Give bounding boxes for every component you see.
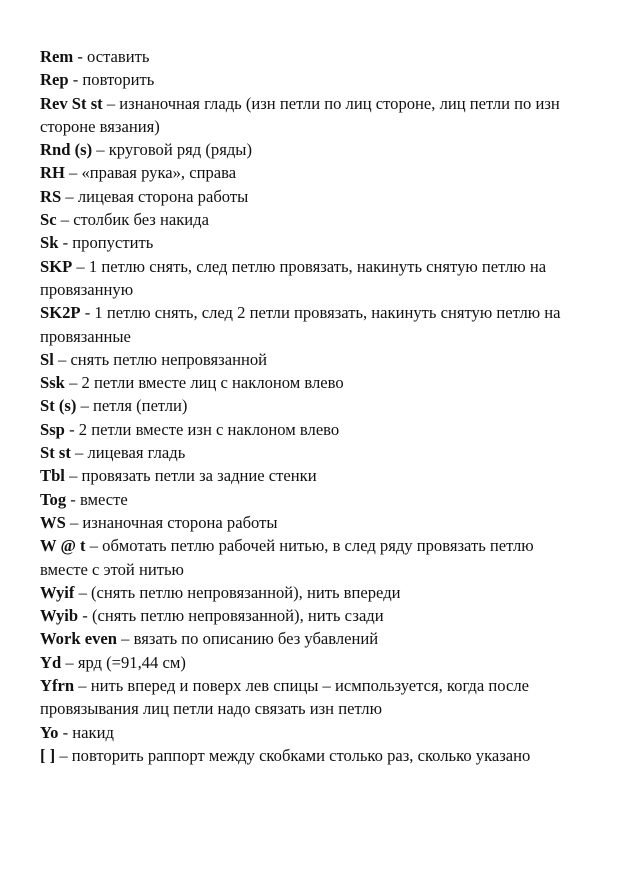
glossary-entry xyxy=(40,92,580,139)
entry-definition: изнаночная гладь (изн петли по лиц стороне, лиц петли по изн стороне вязания) xyxy=(40,93,560,136)
glossary-entry xyxy=(40,744,580,767)
glossary-entry xyxy=(40,208,580,231)
entry-definition: оставить xyxy=(87,47,150,66)
entry-term: WS xyxy=(40,512,66,532)
glossary-entry xyxy=(40,138,580,161)
entry-term: [ ] xyxy=(40,745,56,765)
entry-term: Rep xyxy=(40,70,69,90)
entry-term: Yfrn xyxy=(40,676,75,696)
entry-separator: – xyxy=(56,210,74,230)
entry-separator: – xyxy=(64,373,82,393)
glossary-entry xyxy=(40,45,580,68)
entry-separator: – xyxy=(76,396,94,416)
entry-definition: 1 петлю снять, след петлю провязать, накинуть снятую петлю на провязанную xyxy=(40,256,547,299)
entry-definition: 1 петлю снять, след 2 петли провязать, накинуть снятую петлю на провязанные xyxy=(40,303,561,346)
entry-definition: снять петлю непровязанной xyxy=(70,349,268,369)
entry-separator: – xyxy=(92,140,109,160)
glossary-entry xyxy=(40,651,580,674)
entry-separator: – xyxy=(85,536,103,556)
entry-separator: – xyxy=(65,512,83,532)
glossary-entry xyxy=(40,371,580,394)
entry-term: St st xyxy=(40,443,71,463)
entry-separator: - xyxy=(64,419,79,439)
entry-definition: петля (петли) xyxy=(93,396,188,416)
entry-term: Rev St st xyxy=(40,93,103,113)
entry-separator: - xyxy=(66,489,80,509)
entry-separator: – xyxy=(74,676,91,696)
entry-term: RS xyxy=(40,186,62,206)
entry-separator: – xyxy=(55,745,72,765)
entry-separator: – xyxy=(70,443,88,463)
entry-definition: пропустить xyxy=(72,233,154,253)
entry-term: Yo xyxy=(40,722,59,742)
glossary-entry xyxy=(40,511,580,534)
entry-separator: – xyxy=(61,186,78,206)
entry-separator: – xyxy=(53,349,71,369)
entry-term: Work even xyxy=(40,629,117,649)
glossary-entry xyxy=(40,441,580,464)
entry-separator: - xyxy=(80,303,95,323)
entry-separator: – xyxy=(64,163,82,183)
entry-definition: обмотать петлю рабочей нитью, в след ряду провязать петлю вместе с этой нитью xyxy=(40,536,534,579)
entry-separator: - xyxy=(78,606,92,626)
glossary-entry xyxy=(40,231,580,254)
entry-separator: – xyxy=(61,652,78,672)
entry-term: RH xyxy=(40,163,65,183)
entry-definition: 2 петли вместе изн с наклоном влево xyxy=(78,419,340,439)
entry-term: St (s) xyxy=(40,396,77,416)
entry-definition: провязать петли за задние стенки xyxy=(81,466,317,486)
glossary-entry xyxy=(40,185,580,208)
entry-term: Tbl xyxy=(40,466,65,486)
glossary-entry xyxy=(40,674,580,721)
entry-term: Ssk xyxy=(40,373,65,393)
entry-definition: столбик без накида xyxy=(73,210,209,230)
entry-definition: повторить xyxy=(82,70,155,90)
glossary-entry xyxy=(40,161,580,184)
entry-separator: – xyxy=(116,629,134,649)
entry-definition: вместе xyxy=(79,489,128,509)
glossary-entry xyxy=(40,394,580,417)
glossary-entry xyxy=(40,301,580,348)
entry-definition: накид xyxy=(72,722,114,742)
glossary-entry xyxy=(40,68,580,91)
abbreviation-glossary xyxy=(40,45,580,767)
entry-separator: – xyxy=(102,93,120,113)
entry-definition: «правая рука», справа xyxy=(81,163,237,183)
entry-term: SKP xyxy=(40,256,73,276)
entry-definition: вязать по описанию без убавлений xyxy=(133,629,379,649)
entry-definition: 2 петли вместе лиц с наклоном влево xyxy=(81,373,344,393)
entry-definition: лицевая сторона работы xyxy=(77,186,249,206)
entry-definition: изнаночная сторона работы xyxy=(82,512,278,532)
glossary-entry xyxy=(40,348,580,371)
entry-term: SK2P xyxy=(40,303,81,323)
entry-term: Ssp xyxy=(40,419,65,439)
glossary-entry xyxy=(40,627,580,650)
entry-definition: круговой ряд (ряды) xyxy=(108,140,252,160)
entry-term: W @ t xyxy=(40,536,86,556)
entry-term: Wyib xyxy=(40,606,79,626)
entry-separator: – xyxy=(64,466,82,486)
entry-term: Sc xyxy=(40,210,57,230)
entry-term: Rnd (s) xyxy=(40,140,93,160)
glossary-entry xyxy=(40,418,580,441)
entry-separator: - xyxy=(58,722,73,742)
entry-separator: - xyxy=(68,70,83,90)
entry-separator: – xyxy=(72,256,89,276)
entry-term: Wyif xyxy=(40,582,75,602)
entry-term: Sk xyxy=(40,233,59,253)
entry-term: Yd xyxy=(40,652,62,672)
entry-definition: ярд (=91,44 см) xyxy=(77,652,186,672)
glossary-entry xyxy=(40,488,580,511)
entry-term: Rem xyxy=(40,47,74,66)
glossary-entry xyxy=(40,464,580,487)
entry-definition: нить вперед и поверх лев спицы – исмпользуется, когда после провязывания лиц петли надо связать изн петлю xyxy=(40,676,529,719)
glossary-entry xyxy=(40,604,580,627)
entry-term: Sl xyxy=(40,349,54,369)
glossary-entry xyxy=(40,255,580,302)
glossary-entry xyxy=(40,534,580,581)
entry-separator: - xyxy=(73,47,87,66)
entry-separator: - xyxy=(58,233,73,253)
entry-term: Tog xyxy=(40,489,67,509)
entry-separator: – xyxy=(74,582,92,602)
glossary-entry xyxy=(40,581,580,604)
entry-definition: (снять петлю непровязанной), нить сзади xyxy=(91,606,384,626)
entry-definition: повторить раппорт между скобками столько раз, сколько указано xyxy=(71,745,531,765)
entry-definition: лицевая гладь xyxy=(87,443,186,463)
glossary-entry xyxy=(40,721,580,744)
entry-definition: (снять петлю непровязанной), нить впереди xyxy=(91,582,401,602)
